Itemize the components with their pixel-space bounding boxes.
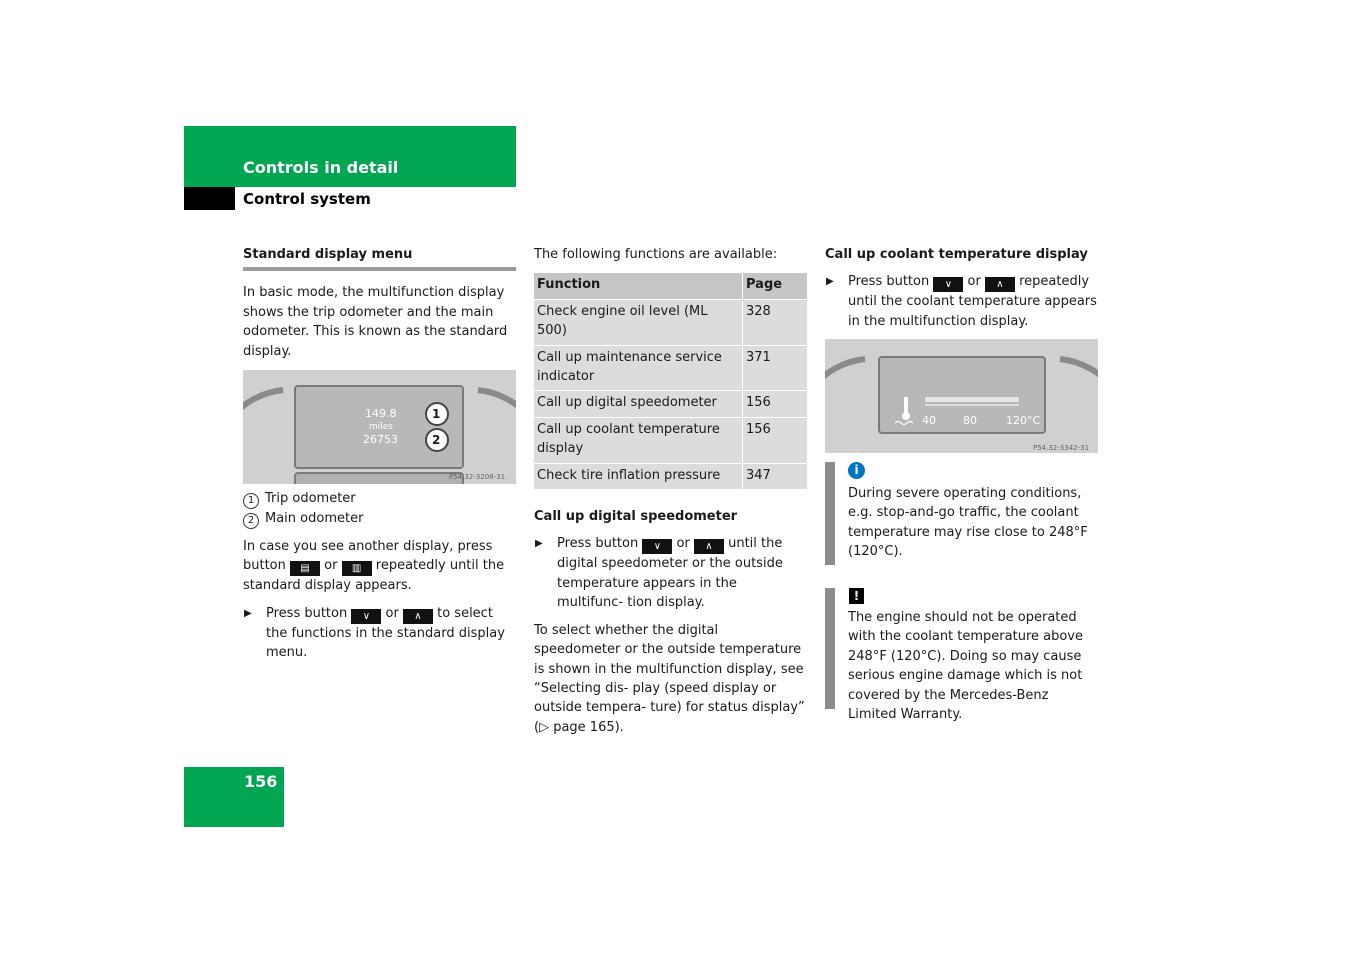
legend-label: Main odometer [265, 511, 364, 527]
arrow-down-key-icon: ∨ [933, 277, 963, 292]
coolant-instruction [825, 272, 1098, 331]
triangle-bullet-icon: ▶ [244, 607, 252, 619]
info-icon-wrap [848, 461, 865, 480]
page-number: 156 [244, 772, 278, 791]
text: repeatedly until the standard display appears. [243, 558, 505, 594]
circled-number: 1 [243, 493, 259, 509]
standard-display-intro: In basic mode, the multifunction display shows the trip odometer and the main odometer. This is known as the standard display. [243, 285, 508, 359]
text: or [324, 558, 338, 574]
info-icon: i [848, 462, 865, 479]
legend-item [243, 489, 516, 509]
warning-icon-wrap [849, 587, 864, 606]
callout-2: 2 [432, 433, 441, 448]
function-cell: Call up maintenance service indicator [534, 345, 743, 391]
coolant-display-title: Call up coolant temperature display [825, 247, 1088, 262]
select-functions-instruction [243, 604, 516, 663]
legend-label: Trip odometer [265, 491, 356, 507]
warning-note-bar [825, 588, 835, 709]
table-row [534, 463, 807, 489]
table-row [534, 417, 807, 463]
coolant-cluster-graphic [825, 339, 1098, 453]
page-cell: 156 [743, 391, 808, 417]
column-coolant [825, 245, 1098, 453]
odometer-illustration [243, 370, 516, 484]
header-function: Function [534, 273, 743, 299]
table-row [534, 345, 807, 391]
header-page: Page [743, 273, 808, 299]
next-display-key-icon: ▥ [342, 561, 372, 576]
coolant-scale-120: 120°C [1006, 414, 1041, 428]
reset-display-key-icon: ▤ [290, 561, 320, 576]
text: or [967, 274, 981, 290]
legend-item [243, 509, 516, 529]
warning-note-text: The engine should not be operated with the coolant temperature above 248°F (120°C). Doing so may cause serious engine damage which is not covered by the Mercedes-Benz Limited Warranty. [848, 610, 1083, 723]
header-band [184, 126, 516, 187]
function-cell: Call up coolant temperature display [534, 417, 743, 463]
functions-table [534, 273, 807, 490]
coolant-scale-40: 40 [922, 414, 936, 428]
arrow-up-key-icon: ∧ [985, 277, 1015, 292]
coolant-illustration [825, 339, 1098, 453]
text: until the digital speedometer or the outside temperature appears in the multifunc- tion display. [557, 536, 783, 611]
image-code: P54.32-3208-31 [449, 473, 506, 482]
arrow-down-key-icon: ∨ [351, 609, 381, 624]
subheader-marker [184, 187, 235, 210]
page-cell: 328 [743, 299, 808, 345]
table-row [534, 391, 807, 417]
column-functions [534, 245, 807, 737]
coolant-scale-80: 80 [963, 414, 977, 428]
digital-speedometer-title: Call up digital speedometer [534, 509, 738, 525]
speedometer-instruction [534, 534, 807, 612]
subsection-title: Control system [243, 190, 371, 208]
reset-display-paragraph [243, 537, 516, 596]
table-row [534, 299, 807, 345]
warning-icon: ! [849, 588, 864, 604]
standard-display-title: Standard display menu [243, 247, 413, 262]
text: Press button [266, 605, 348, 621]
circled-number: 2 [243, 513, 259, 529]
info-note-bar [825, 462, 835, 565]
text: repeatedly until the coolant temperature appears in the multifunction display. [848, 274, 1097, 329]
callout-1: 1 [432, 407, 441, 422]
page-cell: 156 [743, 417, 808, 463]
function-cell: Call up digital speedometer [534, 391, 743, 417]
triangle-bullet-icon: ▶ [826, 276, 834, 288]
text: In case you see another display, press button [243, 539, 493, 574]
triangle-bullet-icon: ▶ [535, 538, 543, 550]
text: to select the functions in the standard display menu. [266, 605, 505, 661]
image-code: P54.32-3342-31 [1033, 444, 1090, 453]
section-title: Controls in detail [243, 158, 399, 177]
arrow-down-key-icon: ∨ [642, 539, 672, 554]
table-header-row [534, 273, 807, 299]
page-cell: 371 [743, 345, 808, 391]
title-rule [243, 267, 516, 271]
speedometer-selection-paragraph: To select whether the digital speedometer or the outside temperature is shown in the multifunction display, see “Selecting dis- play (speed display or outside tempera- ture) for status display” (▷ page 165). [534, 622, 805, 735]
text: Press button [557, 536, 639, 552]
odometer-unit: miles [369, 422, 393, 433]
page-cell: 347 [743, 463, 808, 489]
arrow-up-key-icon: ∧ [403, 609, 433, 624]
arrow-up-key-icon: ∧ [694, 539, 724, 554]
main-odometer-value: 26753 [363, 433, 398, 447]
text: Press button [848, 274, 930, 290]
trip-odometer-value: 149.8 [365, 407, 397, 421]
info-note-text: During severe operating conditions, e.g. stop-and-go traffic, the coolant temperature may rise close to 248°F (120°C). [848, 486, 1088, 560]
functions-intro: The following functions are available: [534, 247, 778, 262]
function-cell: Check engine oil level (ML 500) [534, 299, 743, 345]
column-standard-display [243, 245, 516, 663]
function-cell: Check tire inflation pressure [534, 463, 743, 489]
text: or [385, 605, 399, 621]
text: or [676, 536, 690, 552]
